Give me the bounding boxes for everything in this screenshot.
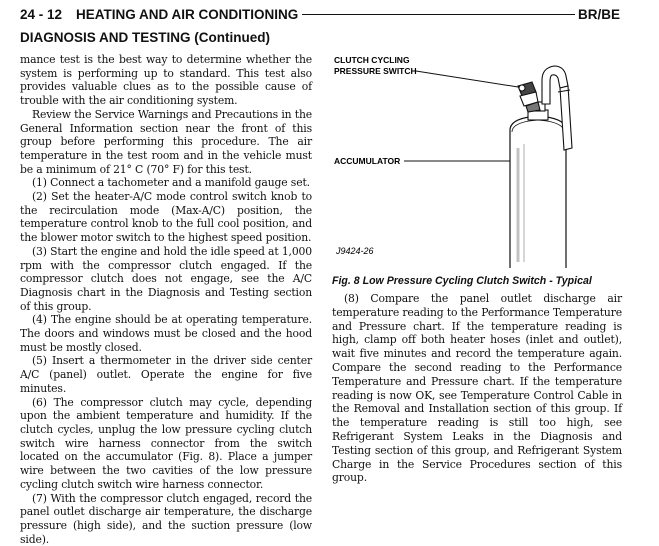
page-number: 24 - 12 xyxy=(20,7,62,22)
page-header xyxy=(20,6,620,22)
cycling-switch xyxy=(518,82,540,112)
section-title: DIAGNOSIS AND TESTING (Continued) xyxy=(20,30,270,45)
label-switch-line2: PRESSURE SWITCH xyxy=(334,66,417,76)
step-5: (5) Insert a thermometer in the driver side center A/C (panel) outlet. Operate the engine for five minutes. xyxy=(20,354,312,395)
step-4: (4) The engine should be at operating temperature. The doors and windows must be closed and the hood must be mostly closed. xyxy=(20,313,312,354)
section-heading: HEATING AND AIR CONDITIONING xyxy=(76,7,298,22)
step-3: (3) Start the engine and hold the idle speed at 1,000 rpm with the compressor clutch engaged. If the compressor clutch does not engage, see the A/C Diagnosis chart in the Diagnosis and Testing section of this group. xyxy=(20,245,312,314)
figure-id: J9424-26 xyxy=(335,246,374,256)
switch-leader-line xyxy=(416,71,518,87)
label-switch-line1: CLUTCH CYCLING xyxy=(334,55,410,65)
label-accumulator: ACCUMULATOR xyxy=(334,156,400,166)
paragraph: Review the Service Warnings and Precautions in the General Information section near the front of this group before performing this procedure. The air temperature in the test room and in the vehicle must be a minimum of 21° C (70° F) for this test. xyxy=(20,108,312,177)
accumulator-canister xyxy=(510,116,566,268)
paragraph: mance test is the best way to determine whether the system is performing up to standard. This test also provides valuable clues as to the possible cause of trouble with the air conditioning system. xyxy=(20,53,312,108)
step-8: (8) Compare the panel outlet discharge air temperature reading to the Performance Temperature and Pressure chart. If the temperature reading is high, clamp off both heater hoses (inlet and outlet), wait five minutes and record the temperature again. Compare the second reading to the Performance Temperature and Pressure chart. If the temperature reading is now OK, see Temperature Control Cable in the Removal and Installation section of this group. If the temperature reading is still too high, see Refrigerant System Leaks in the Diagnosis and Testing section of this group, and Refrigerant System Charge in the Service Procedures section of this group. xyxy=(332,292,622,485)
header-rule xyxy=(302,14,575,15)
accumulator-figure xyxy=(332,52,622,268)
accumulator-illustration xyxy=(332,52,622,268)
step-7: (7) With the compressor clutch engaged, record the panel outlet discharge air temperature, the discharge pressure (high side), and the suction pressure (low side). xyxy=(20,492,312,546)
step-6: (6) The compressor clutch may cycle, depending upon the ambient temperature and humidity. If the clutch cycles, unplug the low pressure cycling clutch switch wire harness connector from the switch located on the accumulator (Fig. 8). Place a jumper wire between the two cavities of the low pressure cycling clutch switch wire harness connector. xyxy=(20,396,312,492)
model-code: BR/BE xyxy=(578,7,620,22)
figure-caption: Fig. 8 Low Pressure Cycling Clutch Switch - Typical xyxy=(332,275,627,287)
left-column xyxy=(20,53,312,546)
step-1: (1) Connect a tachometer and a manifold gauge set. xyxy=(20,176,312,190)
right-column xyxy=(332,292,622,485)
step-2: (2) Set the heater-A/C mode control switch knob to the recirculation mode (Max-A/C) position, the temperature control knob to the full cool position, and the blower motor switch to the highest speed position. xyxy=(20,190,312,245)
